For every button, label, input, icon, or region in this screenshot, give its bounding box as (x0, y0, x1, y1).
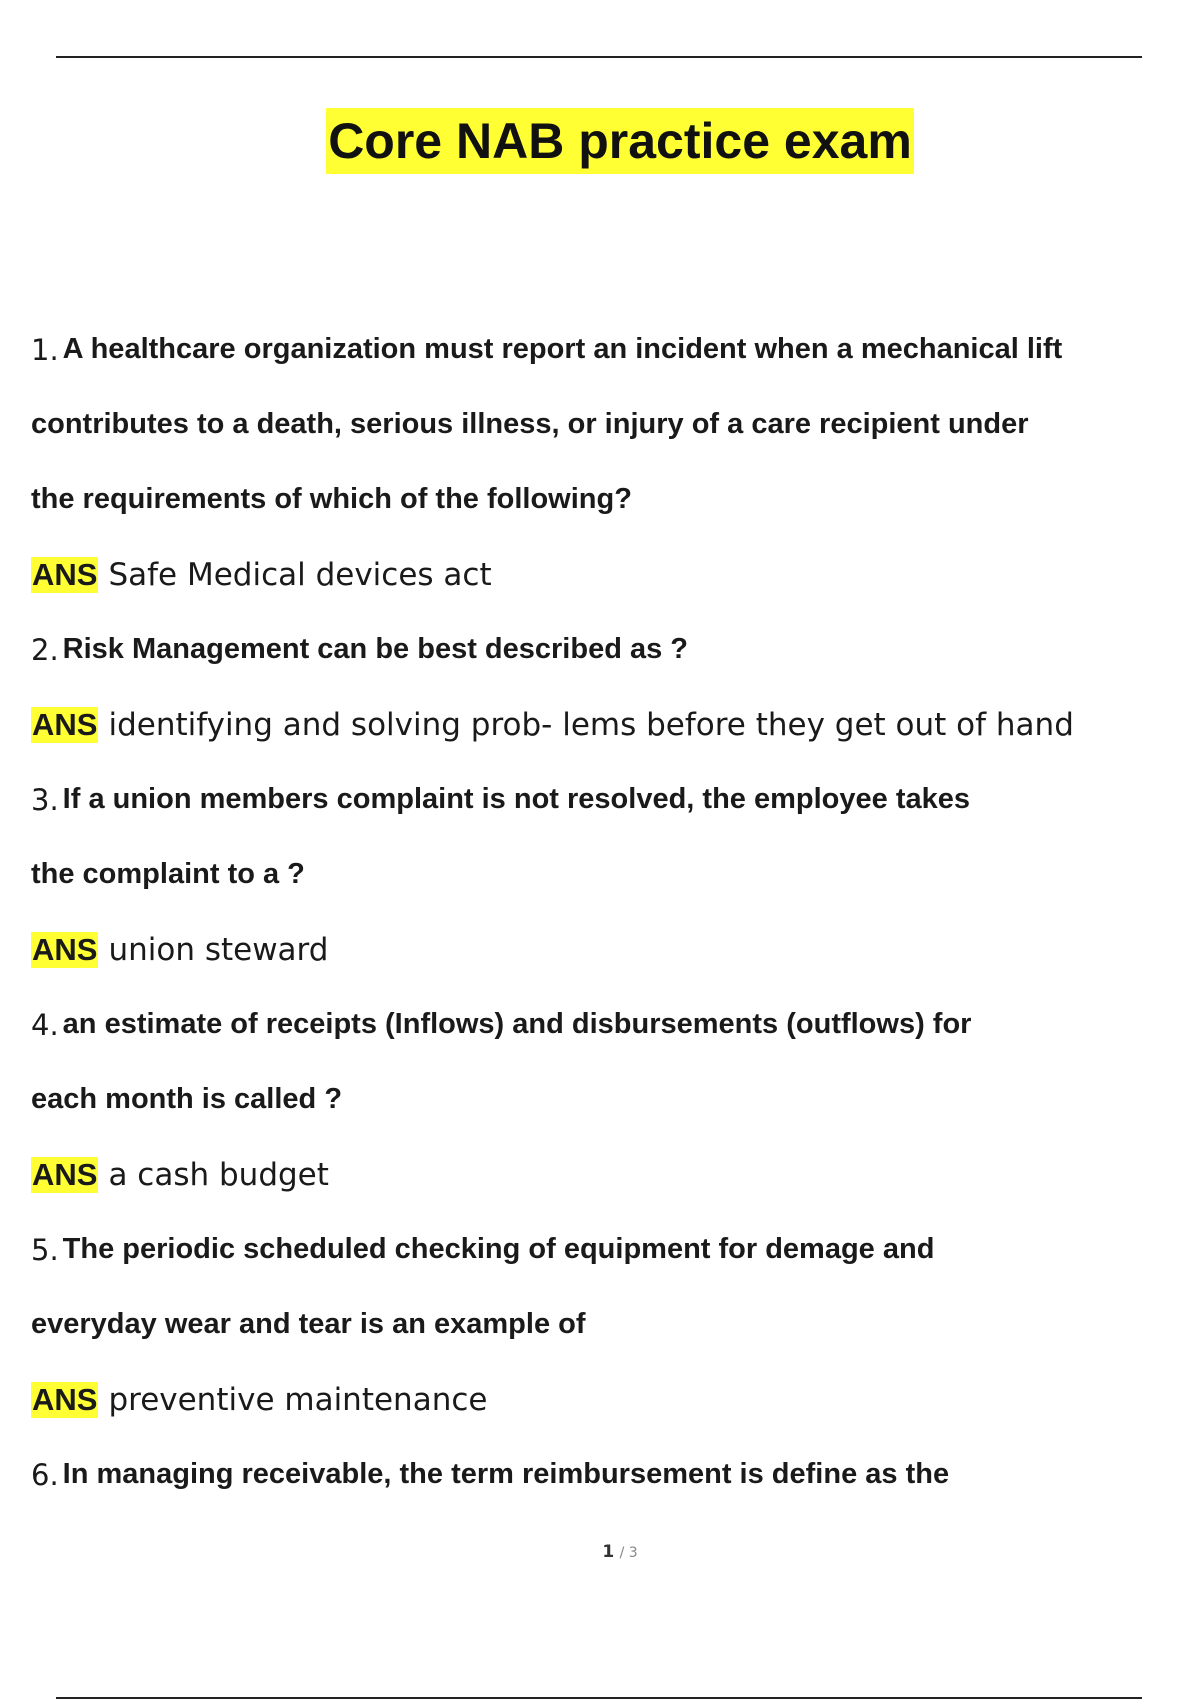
answer-text: union steward (108, 931, 329, 968)
answer-5 (31, 1362, 1181, 1437)
ans-label: ANS (32, 556, 98, 592)
question-1-line-2 (31, 387, 1181, 462)
question-text: an estimate of receipts (Inflows) and disbursements (outflows) for (62, 1008, 972, 1040)
question-number: 1. (31, 332, 59, 367)
question-text: everyday wear and tear is an example of (31, 1308, 586, 1340)
page-total: / 3 (619, 1545, 638, 1561)
question-text: If a union members complaint is not resolved, the employee takes (62, 783, 970, 815)
question-1-line-1 (31, 312, 1181, 387)
ans-label: ANS (32, 931, 98, 967)
answer-text: preventive maintenance (108, 1381, 488, 1418)
question-text: the complaint to a ? (31, 858, 305, 890)
question-6-line-1 (31, 1437, 1181, 1512)
title-container (0, 108, 1200, 174)
question-number: 6. (31, 1457, 59, 1492)
answer-text: Safe Medical devices act (108, 556, 492, 593)
question-3-line-1 (31, 762, 1181, 837)
question-4-line-1 (31, 987, 1181, 1062)
question-4-line-2 (31, 1062, 1181, 1137)
question-5-line-2 (31, 1287, 1181, 1362)
question-text: A healthcare organization must report an incident when a mechanical lift (62, 333, 1063, 365)
question-text: In managing receivable, the term reimbursement is define as the (62, 1458, 950, 1490)
ans-label: ANS (32, 706, 98, 742)
page-indicator (0, 1542, 1200, 1562)
question-1-line-3 (31, 462, 1181, 537)
question-text: the requirements of which of the following? (31, 483, 632, 515)
top-rule (56, 56, 1142, 58)
question-text: contributes to a death, serious illness, or injury of a care recipient under (31, 408, 1029, 440)
answer-text: identifying and solving prob- lems before they get out of hand (108, 706, 1074, 743)
answer-1 (31, 537, 1181, 612)
ans-label: ANS (32, 1156, 98, 1192)
question-number: 3. (31, 782, 59, 817)
answer-3 (31, 912, 1181, 987)
bottom-rule (56, 1697, 1142, 1699)
ans-label: ANS (32, 1381, 98, 1417)
question-number: 2. (31, 632, 59, 667)
question-list (31, 312, 1181, 1512)
answer-2 (31, 687, 1181, 762)
question-number: 5. (31, 1232, 59, 1267)
question-3-line-2 (31, 837, 1181, 912)
page-title: Core NAB practice exam (326, 108, 914, 174)
question-5-line-1 (31, 1212, 1181, 1287)
question-2-line-1 (31, 612, 1181, 687)
page-current: 1 (602, 1542, 615, 1562)
question-text: The periodic scheduled checking of equipment for demage and (62, 1233, 935, 1265)
answer-text: a cash budget (108, 1156, 329, 1193)
question-number: 4. (31, 1007, 59, 1042)
answer-4 (31, 1137, 1181, 1212)
question-text: each month is called ? (31, 1083, 343, 1115)
question-text: Risk Management can be best described as ? (62, 633, 688, 665)
